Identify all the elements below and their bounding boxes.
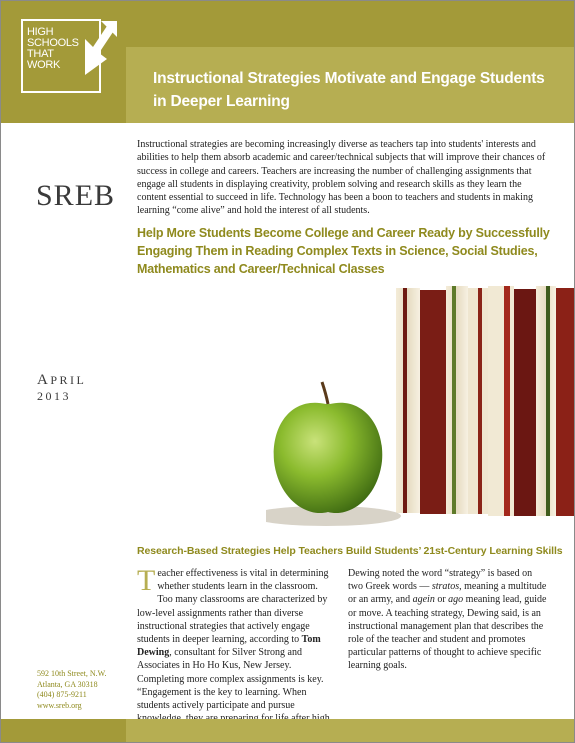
title-line: Instructional Strategies Motivate and Engage Students bbox=[153, 70, 545, 87]
column-text: , consultant for Silver Strong and Associates in Ho Ho Kus, New Jersey. Completing more complex assignments is key. “Engagement is the key to learning. When students actively participate and pursue bbox=[137, 647, 324, 712]
month-initial: A bbox=[37, 372, 51, 388]
section-heading: Research-Based Strategies Help Teachers Build Students’ 21st-Century Learning Skills bbox=[137, 545, 563, 557]
address-line: 592 10th Street, N.W. bbox=[37, 669, 107, 678]
issue-month bbox=[37, 372, 86, 388]
article-column-2 bbox=[348, 567, 548, 673]
person-name: Tom Dewing bbox=[137, 634, 321, 659]
footer-band bbox=[1, 719, 574, 742]
sreb-logo: SREB bbox=[36, 179, 116, 212]
logo-line: WORK bbox=[27, 59, 61, 71]
logo-line: THAT bbox=[27, 48, 54, 60]
page-title bbox=[153, 67, 553, 113]
address-line: Atlanta, GA 30318 bbox=[37, 679, 98, 689]
phone-number: (404) 875-9211 bbox=[37, 690, 87, 699]
column-text: or bbox=[434, 594, 449, 606]
logo-line: SCHOOLS bbox=[27, 37, 79, 49]
website-link[interactable]: www.sreb.org bbox=[37, 700, 82, 710]
issue-year: 2013 bbox=[37, 389, 71, 403]
drop-cap: T bbox=[137, 564, 156, 597]
contact-address bbox=[37, 669, 137, 711]
month-rest: PRIL bbox=[50, 373, 87, 387]
greek-word: ago bbox=[448, 594, 464, 606]
column-text: meaning lead, guide or move. A teaching strategy, Dewing said, is an instructional management plan that describes the role of the teacher and student and promotes particular patterns of thought to achieve specific learning goals. bbox=[348, 594, 547, 672]
header-top-band bbox=[126, 1, 574, 47]
footer-left-block bbox=[1, 719, 126, 742]
title-line: in Deeper Learning bbox=[153, 93, 290, 110]
column-text: eacher effectiveness is vital in determining whether students learn in the classroom. Too many classrooms are characterized by low-level assignments rather than diverse instructional strategies that actively engage students in deeper learning, according to bbox=[137, 568, 329, 646]
subheading bbox=[137, 224, 552, 278]
article-column-1 bbox=[137, 564, 334, 739]
column-text: , meaning a multitude or an army, and bbox=[348, 581, 547, 606]
greek-word: agein bbox=[412, 594, 435, 606]
apple-and-books-photo bbox=[266, 286, 574, 531]
intro-paragraph: Instructional strategies are becoming increasingly diverse as teachers tap into students' interests and abilities to help them absorb academic and career/technical subjects that will improve their chances of success in college and careers. Teachers are increasing the number of challenging assignments that engage all students in displaying creativity, problem solving and research skills as they learn the content essential to succeed in life. Technology has been a boon to teachers and students in making learning “come alive” and hold the interest of all students. bbox=[137, 139, 546, 217]
issue-date bbox=[37, 372, 86, 404]
hstw-logo bbox=[21, 19, 117, 97]
subheading-line: Engaging Them in Reading Complex Texts in Science, Social Studies, bbox=[137, 244, 538, 258]
subheading-line: Mathematics and Career/Technical Classes bbox=[137, 262, 385, 276]
header-banner bbox=[1, 1, 574, 123]
arrow-icon bbox=[79, 19, 119, 75]
logo-line: HIGH bbox=[27, 26, 54, 38]
footer-right-block bbox=[126, 719, 574, 742]
greek-word: stratos bbox=[431, 581, 460, 593]
subheading-line: Help More Students Become College and Career Ready by Successfully bbox=[137, 226, 550, 240]
column-text: Dewing noted the word “strategy” is based on two Greek words — bbox=[348, 568, 533, 593]
